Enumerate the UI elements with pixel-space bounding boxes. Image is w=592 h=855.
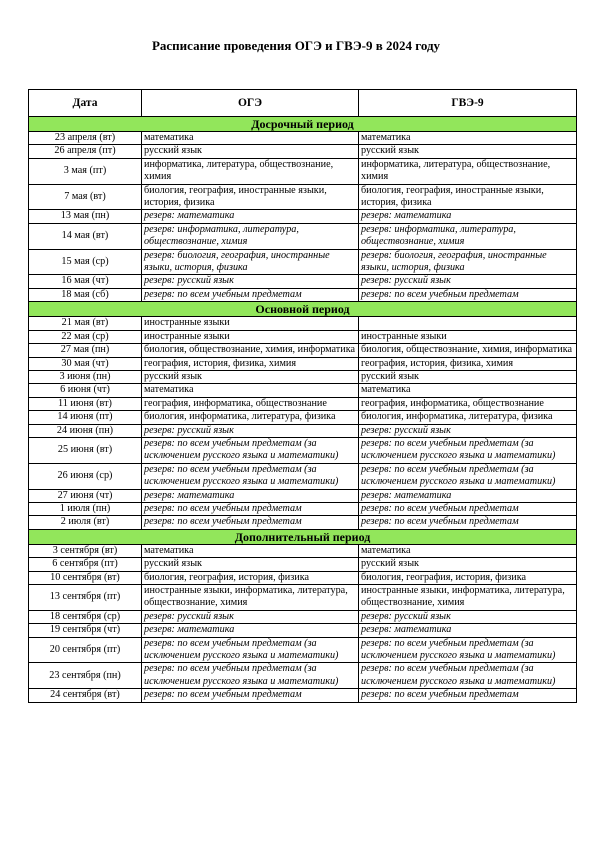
table-row [29, 210, 577, 223]
oge-subjects: резерв: русский язык [142, 424, 359, 437]
oge-subjects: биология, обществознание, химия, информатика [142, 344, 359, 357]
header-gve: ГВЭ-9 [359, 90, 577, 117]
gve-subjects: резерв: русский язык [359, 610, 577, 623]
table-row [29, 357, 577, 370]
schedule-body [29, 117, 577, 703]
exam-date: 23 сентября (пн) [29, 663, 142, 689]
table-row [29, 502, 577, 515]
period-header-row [29, 529, 577, 544]
table-row [29, 145, 577, 158]
table-row [29, 384, 577, 397]
oge-subjects: география, информатика, обществознание [142, 397, 359, 410]
table-row [29, 370, 577, 383]
exam-date: 18 сентября (ср) [29, 610, 142, 623]
table-row [29, 158, 577, 184]
table-row [29, 637, 577, 663]
page-title: Расписание проведения ОГЭ и ГВЭ-9 в 2024 году [151, 38, 441, 53]
oge-subjects: резерв: по всем учебным предметам [142, 689, 359, 702]
table-row [29, 489, 577, 502]
table-row [29, 558, 577, 571]
oge-subjects: биология, география, иностранные языки, история, физика [142, 184, 359, 210]
gve-subjects: резерв: биология, география, иностранные языки, история, физика [359, 249, 577, 275]
table-row [29, 463, 577, 489]
gve-subjects: биология, география, история, физика [359, 571, 577, 584]
gve-subjects: математика [359, 132, 577, 145]
exam-date: 27 июня (чт) [29, 489, 142, 502]
gve-subjects: математика [359, 384, 577, 397]
table-row [29, 424, 577, 437]
exam-date: 15 мая (ср) [29, 249, 142, 275]
table-row [29, 330, 577, 343]
exam-date: 13 сентября (пт) [29, 585, 142, 611]
table-row [29, 344, 577, 357]
oge-subjects: резерв: математика [142, 624, 359, 637]
table-row [29, 317, 577, 330]
gve-subjects: математика [359, 544, 577, 557]
header-row [29, 90, 577, 117]
exam-date: 3 мая (пт) [29, 158, 142, 184]
exam-date: 6 июня (чт) [29, 384, 142, 397]
oge-subjects: резерв: по всем учебным предметам (за исключением русского языка и математики) [142, 637, 359, 663]
gve-subjects: резерв: русский язык [359, 275, 577, 288]
oge-subjects: резерв: по всем учебным предметам (за исключением русского языка и математики) [142, 663, 359, 689]
oge-subjects: резерв: русский язык [142, 610, 359, 623]
oge-subjects: резерв: по всем учебным предметам [142, 516, 359, 529]
exam-date: 27 мая (пн) [29, 344, 142, 357]
oge-subjects: резерв: по всем учебным предметам [142, 502, 359, 515]
table-row [29, 624, 577, 637]
oge-subjects: резерв: по всем учебным предметам [142, 288, 359, 301]
gve-subjects: резерв: математика [359, 210, 577, 223]
oge-subjects: иностранные языки [142, 330, 359, 343]
period-header-row [29, 117, 577, 132]
oge-subjects: информатика, литература, обществознание, химия [142, 158, 359, 184]
gve-subjects: резерв: по всем учебным предметам [359, 502, 577, 515]
oge-subjects: биология, информатика, литература, физика [142, 411, 359, 424]
exam-date: 24 сентября (вт) [29, 689, 142, 702]
exam-date: 3 июня (пн) [29, 370, 142, 383]
gve-subjects: иностранные языки, информатика, литература, обществознание, химия [359, 585, 577, 611]
gve-subjects: резерв: по всем учебным предметам [359, 516, 577, 529]
period-title: Дополнительный период [29, 529, 577, 544]
gve-subjects: резерв: по всем учебным предметам (за исключением русского языка и математики) [359, 463, 577, 489]
exam-date: 3 сентября (вт) [29, 544, 142, 557]
table-row [29, 571, 577, 584]
exam-date: 11 июня (вт) [29, 397, 142, 410]
exam-date: 7 мая (вт) [29, 184, 142, 210]
oge-subjects: русский язык [142, 370, 359, 383]
exam-date: 16 мая (чт) [29, 275, 142, 288]
gve-subjects: иностранные языки [359, 330, 577, 343]
exam-date: 13 мая (пн) [29, 210, 142, 223]
gve-subjects: резерв: русский язык [359, 424, 577, 437]
oge-subjects: резерв: по всем учебным предметам (за исключением русского языка и математики) [142, 437, 359, 463]
exam-date: 1 июля (пн) [29, 502, 142, 515]
table-row [29, 585, 577, 611]
oge-subjects: иностранные языки [142, 317, 359, 330]
exam-date: 22 мая (ср) [29, 330, 142, 343]
exam-date: 26 апреля (пт) [29, 145, 142, 158]
gve-subjects: резерв: математика [359, 624, 577, 637]
gve-subjects [359, 317, 577, 330]
oge-subjects: иностранные языки, информатика, литература, обществознание, химия [142, 585, 359, 611]
gve-subjects: резерв: по всем учебным предметам (за исключением русского языка и математики) [359, 663, 577, 689]
exam-date: 20 сентября (пт) [29, 637, 142, 663]
period-title: Основной период [29, 302, 577, 317]
exam-date: 18 мая (сб) [29, 288, 142, 301]
exam-date: 6 сентября (пт) [29, 558, 142, 571]
table-row [29, 397, 577, 410]
oge-subjects: резерв: биология, география, иностранные языки, история, физика [142, 249, 359, 275]
exam-date: 30 мая (чт) [29, 357, 142, 370]
period-title: Досрочный период [29, 117, 577, 132]
gve-subjects: география, информатика, обществознание [359, 397, 577, 410]
oge-subjects: резерв: информатика, литература, обществознание, химия [142, 223, 359, 249]
header-oge: ОГЭ [142, 90, 359, 117]
oge-subjects: резерв: по всем учебным предметам (за исключением русского языка и математики) [142, 463, 359, 489]
gve-subjects: резерв: по всем учебным предметам [359, 689, 577, 702]
oge-subjects: математика [142, 132, 359, 145]
header-date: Дата [29, 90, 142, 117]
table-row [29, 288, 577, 301]
gve-subjects: биология, информатика, литература, физика [359, 411, 577, 424]
gve-subjects: информатика, литература, обществознание, химия [359, 158, 577, 184]
table-row [29, 275, 577, 288]
exam-date: 10 сентября (вт) [29, 571, 142, 584]
exam-date: 25 июня (вт) [29, 437, 142, 463]
exam-date: 23 апреля (вт) [29, 132, 142, 145]
oge-subjects: география, история, физика, химия [142, 357, 359, 370]
oge-subjects: резерв: русский язык [142, 275, 359, 288]
gve-subjects: русский язык [359, 145, 577, 158]
exam-date: 19 сентября (чт) [29, 624, 142, 637]
exam-date: 24 июня (пн) [29, 424, 142, 437]
table-row [29, 411, 577, 424]
gve-subjects: русский язык [359, 558, 577, 571]
gve-subjects: география, история, физика, химия [359, 357, 577, 370]
oge-subjects: резерв: математика [142, 210, 359, 223]
oge-subjects: математика [142, 384, 359, 397]
gve-subjects: резерв: по всем учебным предметам (за исключением русского языка и математики) [359, 437, 577, 463]
gve-subjects: русский язык [359, 370, 577, 383]
exam-date: 26 июня (ср) [29, 463, 142, 489]
table-row [29, 516, 577, 529]
oge-subjects: резерв: математика [142, 489, 359, 502]
gve-subjects: резерв: по всем учебным предметам (за исключением русского языка и математики) [359, 637, 577, 663]
table-row [29, 223, 577, 249]
table-row [29, 437, 577, 463]
gve-subjects: резерв: по всем учебным предметам [359, 288, 577, 301]
table-row [29, 184, 577, 210]
schedule-table [28, 89, 577, 703]
gve-subjects: резерв: информатика, литература, обществознание, химия [359, 223, 577, 249]
oge-subjects: русский язык [142, 145, 359, 158]
period-header-row [29, 302, 577, 317]
exam-date: 21 мая (вт) [29, 317, 142, 330]
table-row [29, 663, 577, 689]
oge-subjects: математика [142, 544, 359, 557]
gve-subjects: биология, география, иностранные языки, история, физика [359, 184, 577, 210]
exam-date: 14 июня (пт) [29, 411, 142, 424]
table-row [29, 689, 577, 702]
exam-date: 14 мая (вт) [29, 223, 142, 249]
oge-subjects: биология, география, история, физика [142, 571, 359, 584]
exam-date: 2 июля (вт) [29, 516, 142, 529]
table-row [29, 544, 577, 557]
oge-subjects: русский язык [142, 558, 359, 571]
table-row [29, 610, 577, 623]
gve-subjects: биология, обществознание, химия, информатика [359, 344, 577, 357]
table-row [29, 132, 577, 145]
gve-subjects: резерв: математика [359, 489, 577, 502]
table-row [29, 249, 577, 275]
